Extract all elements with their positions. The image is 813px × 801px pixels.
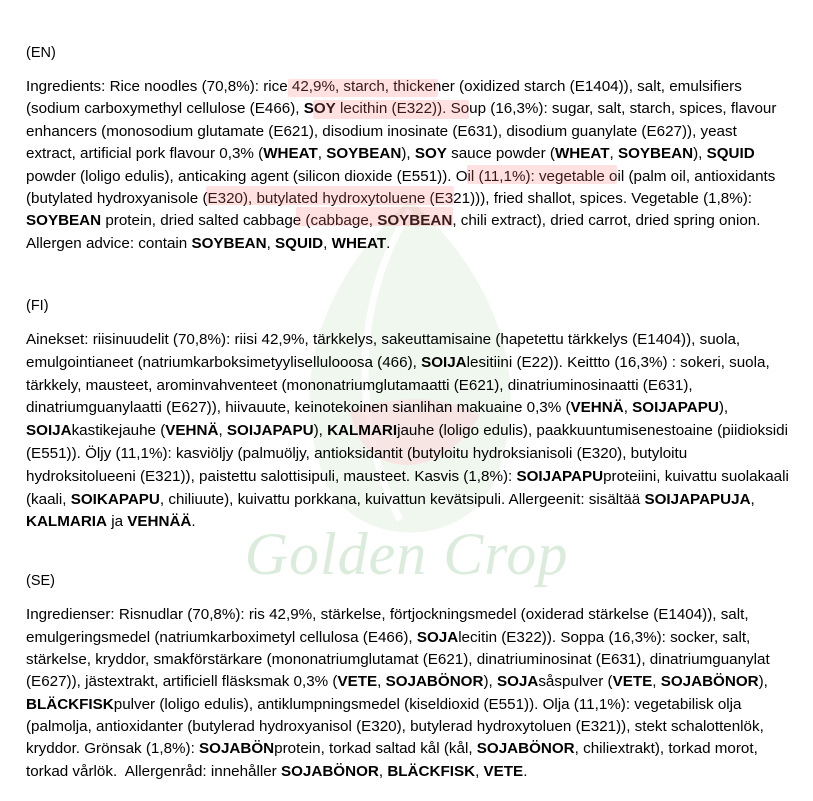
- ingredients-paragraph-en: Ingredients: Rice noodles (70,8%): rice 42,9%, starch, thickener (oxidized starch (E1404)), salt, emulsifiers (sodium carboxymethyl cellulose (E466), SOY lecithin (E322)). Soup (16,3%): sugar, salt, starch, spices, flavour enhancers (monosodium glutamate (E621), disodium inosinate (E631), disodium guanylate (E627)), yeast extract, artificial pork flavour 0,3% (WHEAT, SOYBEAN), SOY sauce powder (WHEAT, SOYBEAN), SQUID powder (loligo edulis), anticaking agent (silicon dioxide (E551)). Oil (11,1%): vegetable oil (palm oil, antioxidants (butylated hydroxyanisole (E320), butylated hydroxytoluene (E321))), fried shallot, spices. Vegetable (1,8%): SOYBEAN protein, dried salted cabbage (cabbage, SOYBEAN, chili extract), dried carrot, dried spring onion. Allergen advice: contain SOYBEAN, SQUID, WHEAT.: [26, 78, 777, 252]
- ingredients-paragraph-fi: Ainekset: riisinuudelit (70,8%): riisi 42,9%, tärkkelys, sakeuttamisaine (hapetettu tärkkelys (E1404)), suola, emulgointianeet (natriumkarboksimetyylisellulooosa (466), SOIJAlesitiini (E22)). Keittto (16,3%) : sokeri, suola, tärkkely, mausteet, arominvahventeet (mononatriumglutamaatti (E621), dinatriuminosinaatti (E631), dinatriumguanylaatti (E627)), hiivauute, keinotekoinen sianlihan makuaine 0,3% (VEHNÄ, SOIJAPAPU), SOIJAkastikejauhe (VEHNÄ, SOIJAPAPU), KALMARIjauhe (loligo edulis), paakkuuntumisenestoaine (piidioksidi (E551)). Öljy (11,1%): kasviöljy (palmuöljy, antioksidantit (butyloitu hydroksianisoli (E320), butyloitu hydroksitolueeni (E321)), paistettu salottisipuli, mausteet. Kasvis (1,8%): SOIJAPAPUproteiini, kuivattu suolakaali (kaali, SOIKAPAPU, chiliuute), kuivattu porkkana, kuivattun kevätsipuli. Allergeenit: sisältää SOIJAPAPUJA, KALMARIA ja VEHNÄÄ.: [26, 331, 789, 531]
- watermark-text: Golden Crop: [244, 521, 569, 587]
- ingredients-paragraph-se: Ingredienser: Risnudlar (70,8%): ris 42,9%, stärkelse, förtjockningsmedel (oxiderad stärkelse (E1404)), salt, emulgeringsmedel (natriumkarboximetyl cellulosa (E466), SOJAlecitin (E322)). Soppa (16,3%): socker, salt, stärkelse, kryddor, smakförstärkare (mononatriumglutamat (E621), dinatriuminosinat (E631), dinatriumguanylat (E627)), jästextrakt, artificiell fläsksmak 0,3% (VETE, SOJABÖNOR), SOJAsåspulver (VETE, SOJABÖNOR), BLÄCKFISKpulver (loligo edulis), antiklumpningsmedel (kiseldioxid (E551)). Olja (11,1%): vegetabilisk olja (palmolja, antioxidanter (butylerad hydroxyanisol (E320), butylerad hydroxytoluen (E321)), stekt schalottenlök, kryddor. Grönsak (1,8%): SOJABÖNprotein, torkad saltad kål (kål, SOJABÖNOR, chiliextrakt), torkad morot, torkad vårlök. Allergenråd: innehåller SOJABÖNOR, BLÄCKFISK, VETE.: [26, 606, 770, 780]
- language-label-se: (SE): [26, 573, 55, 590]
- language-label-en: (EN): [26, 45, 56, 61]
- language-label-fi: (FI): [26, 297, 49, 314]
